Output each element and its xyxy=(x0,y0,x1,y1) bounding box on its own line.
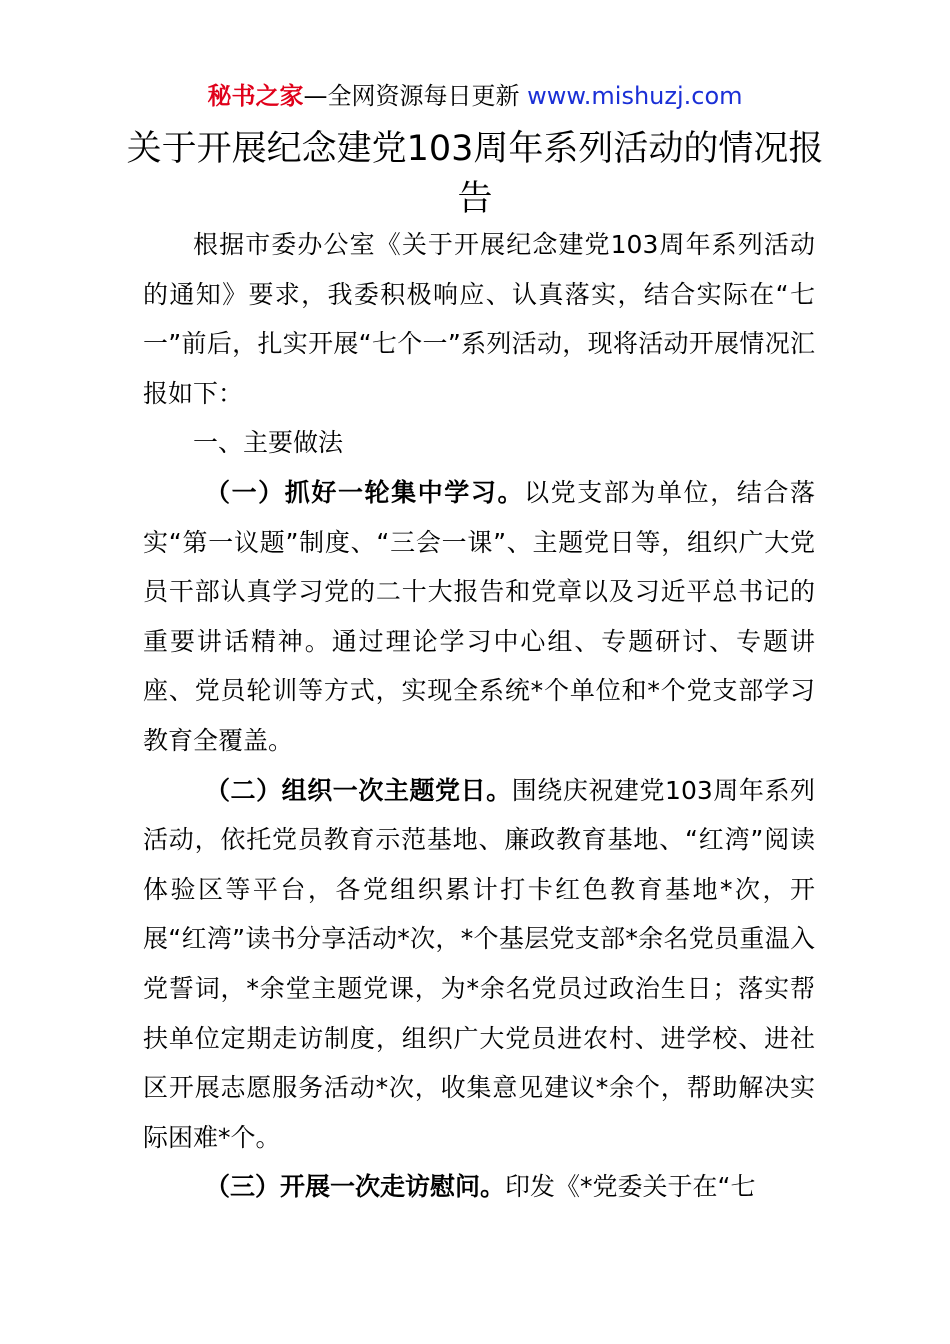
item-text: 以党支部为单位，结合落实“第一议题”制度、“三会一课”、主题党日等，组织广大党员干部认真学习党的二十大报告和党章以及习近平总书记的重要讲话精神。通过理论学习中心组、专题研讨、专题讲座、党员轮训等方式，实现全系统*个单位和*个党支部学习教育全覆盖。 xyxy=(143,477,815,755)
item-text: 印发《*党委关于在“七 xyxy=(505,1172,756,1202)
item-lead: （一）抓好一轮集中学习。 xyxy=(205,477,525,507)
item-lead: （二）组织一次主题党日。 xyxy=(205,775,512,805)
list-item xyxy=(143,468,815,766)
site-url[interactable]: www.mishuzj.com xyxy=(527,82,743,110)
document-body xyxy=(143,220,815,1212)
document-title: 关于开展纪念建党103周年系列活动的情况报告 xyxy=(126,129,824,219)
item-text: 围绕庆祝建党103周年系列活动，依托党员教育示范基地、廉政教育基地、“红湾”阅读体验区等平台，各党组织累计打卡红色教育基地*次，开展“红湾”读书分享活动*次，*个基层党支部*余名党员重温入党誓词，*余堂主题党课，为*余名党员过政治生日；落实帮扶单位定期走访制度，组织广大党员进农村、进学校、进社区开展志愿服务活动*次，收集意见建议*余个，帮助解决实际困难*个。 xyxy=(143,775,815,1152)
section-heading: 一、主要做法 xyxy=(193,428,344,458)
list-item xyxy=(143,766,815,1163)
list-item xyxy=(143,1162,815,1212)
header-tagline: —全网资源每日更新 xyxy=(303,82,520,110)
intro-paragraph: 根据市委办公室《关于开展纪念建党103周年系列活动的通知》要求，我委积极响应、认真落实，结合实际在“七一”前后，扎实开展“七个一”系列活动，现将活动开展情况汇报如下： xyxy=(143,230,815,408)
site-header xyxy=(0,80,950,112)
item-lead: （三）开展一次走访慰问。 xyxy=(205,1172,506,1202)
brand-name: 秘书之家 xyxy=(207,82,304,110)
